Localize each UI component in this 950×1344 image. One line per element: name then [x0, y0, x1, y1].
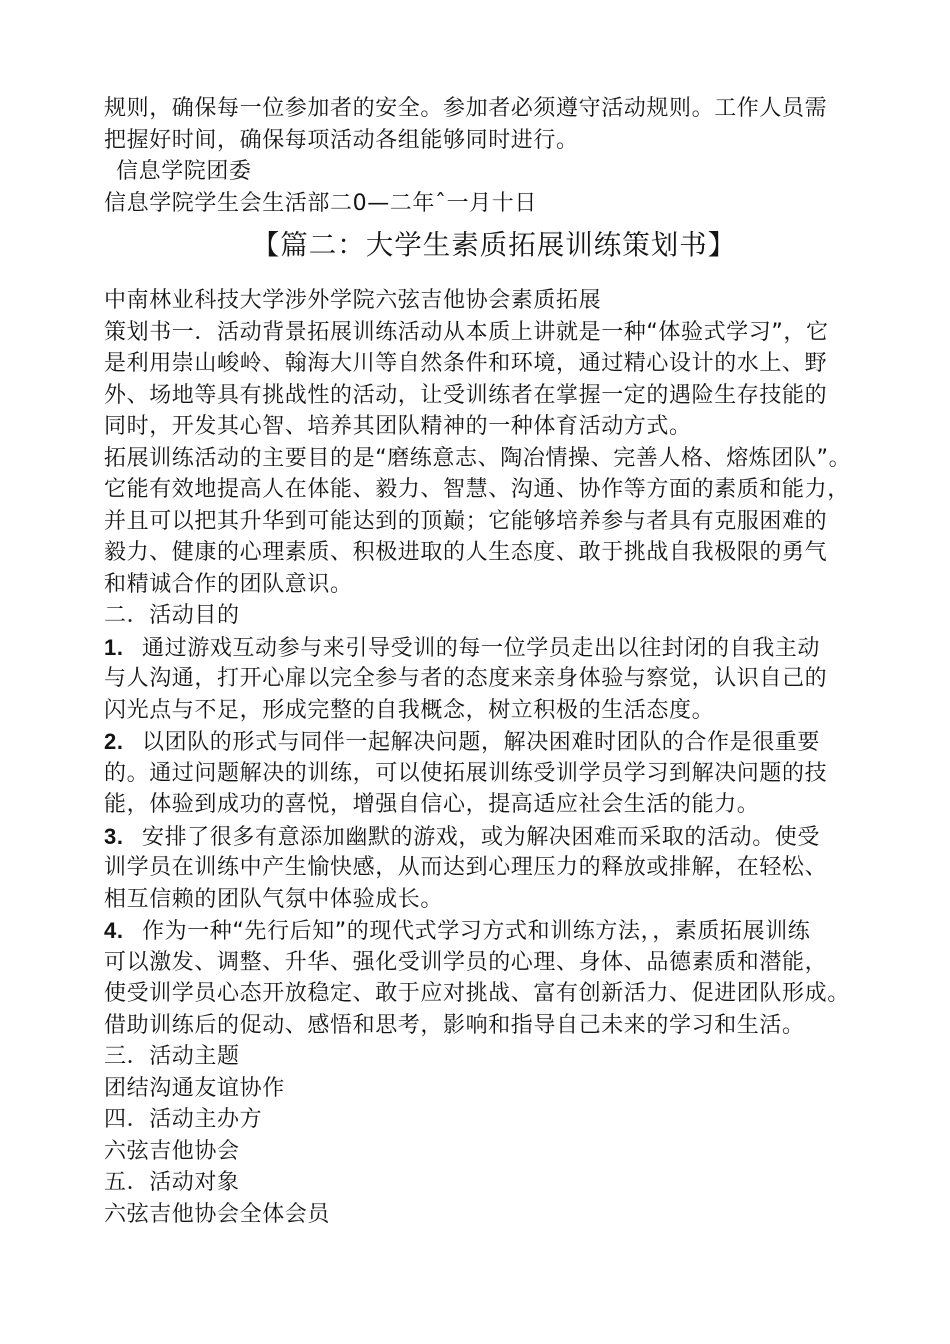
text-line: 规则，确保每一位参加者的安全。参加者必须遵守活动规则。工作人员需: [104, 96, 828, 121]
item-number: 4.: [104, 918, 124, 943]
item-text: 以团队的形式与同伴一起解决问题，解决困难时团队的合作是很重要: [142, 730, 821, 755]
section-heading: 三．活动主题: [104, 1044, 240, 1069]
text-line: 把握好时间，确保每项活动各组能够同时进行。: [104, 127, 579, 153]
text-line: 并且可以把其升华到可能达到的顶巅；它能够培养参与者具有克服困难的: [104, 508, 828, 534]
section-heading: 二．活动目的: [104, 603, 240, 628]
text-line: 是利用崇山峻岭、翰海大川等自然条件和环境，通过精心设计的水上、野: [104, 351, 828, 376]
list-item-first-line: [104, 821, 864, 853]
text-line: 团结沟通友谊协作: [104, 1075, 285, 1101]
item-text: 安排了很多有意添加幽默的游戏，或为解决困难而采取的活动。使受: [142, 824, 821, 850]
text-line: 同时，开发其心智、培养其团队精神的一种体育活动方式。: [104, 414, 692, 439]
text-line: 六弦吉他协会: [104, 1138, 240, 1164]
text-line: 拓展训练活动的主要目的是“磨练意志、陶冶情操、完善人格、熔炼团队”。: [104, 445, 852, 471]
text-line: 信息学院学生会生活部二0—二年ˆ一月十日: [104, 190, 537, 216]
item-number: 1.: [104, 634, 124, 660]
text-line: 借助训练后的促动、感悟和思考，影响和指导自己未来的学习和生活。: [104, 1012, 805, 1038]
spacer: [104, 271, 864, 285]
text-line: 六弦吉他协会全体会员: [104, 1201, 331, 1227]
text-line: 和精诚合作的团队意识。: [104, 571, 353, 597]
text-line: 相互信赖的团队气氛中体验成长。: [104, 886, 444, 912]
text-line: 毅力、健康的心理素质、积极进取的人生态度、敢于挑战自我极限的勇气: [104, 540, 828, 565]
section-heading: 四．活动主办方: [104, 1107, 263, 1132]
document-body: [104, 93, 864, 1230]
list-item-first-line: [104, 726, 864, 758]
text-line: 能，体验到成功的喜悦，增强自信心，提高适应社会生活的能力。: [104, 792, 760, 817]
list-item-first-line: [104, 632, 864, 664]
item-number: 3.: [104, 823, 124, 849]
section-title: 【篇二：大学生素质拓展训练策划书】: [251, 229, 737, 261]
text-line: 使受训学员心态开放稳定、敢于应对挑战、富有创新活力、促进团队形成。: [104, 981, 850, 1006]
text-line: 闪光点与不足，形成完整的自我概念，树立积极的生活态度。: [104, 697, 715, 723]
section-heading: 五．活动对象: [104, 1170, 240, 1195]
list-item-first-line: [104, 915, 864, 947]
text-line: 训学员在训练中产生愉快感，从而达到心理压力的释放或排解，在轻松、: [104, 855, 828, 880]
text-line: 外、场地等具有挑战性的活动，让受训练者在掌握一定的遇险生存技能的: [104, 382, 828, 408]
text-line: 信息学院团委: [116, 159, 252, 184]
item-number: 2.: [104, 729, 124, 754]
text-line: 策划书一．活动背景拓展训练活动从本质上讲就是一种“体验式学习”，它: [104, 319, 829, 345]
item-text: 通过游戏互动参与来引导受训的每一位学员走出以往封闭的自我主动: [142, 635, 821, 661]
text-line: 可以激发、调整、升华、强化受训学员的心理、身体、品德素质和潜能，: [104, 949, 828, 975]
text-line: 它能有效地提高人在体能、毅力、智慧、沟通、协作等方面的素质和能力，: [104, 477, 850, 502]
text-line: 与人沟通，打开心扉以完全参与者的态度来亲身体验与察觉，认识自己的: [104, 666, 828, 691]
item-text: 作为一种“先行后知”的现代式学习方式和训练方法，，素质拓展训练: [142, 919, 811, 944]
text-line: 的。通过问题解决的训练，可以使拓展训练受训学员学习到解决问题的技: [104, 760, 828, 786]
text-line: 中南林业科技大学涉外学院六弦吉他协会素质拓展: [104, 288, 602, 313]
